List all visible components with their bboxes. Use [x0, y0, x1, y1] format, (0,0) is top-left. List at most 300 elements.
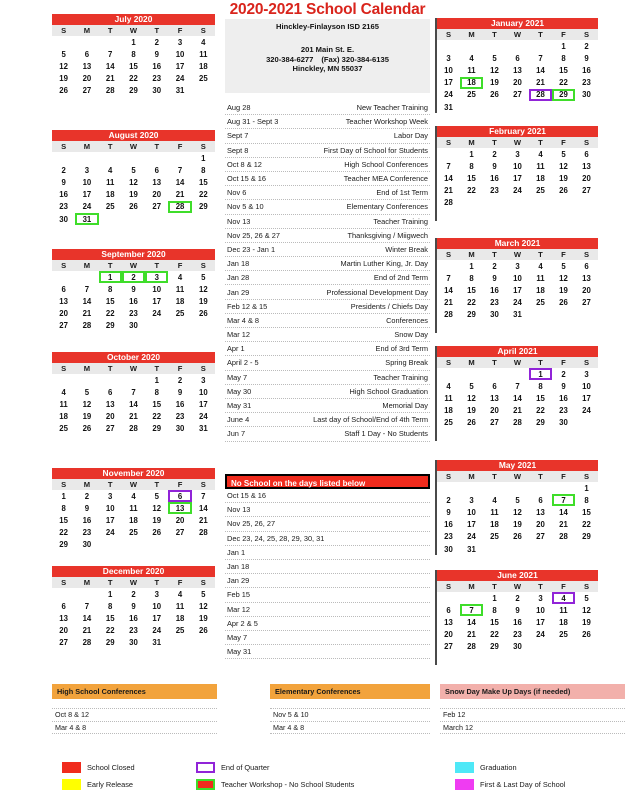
day-cell[interactable]: 13: [99, 398, 122, 410]
day-cell[interactable]: 30: [52, 213, 75, 225]
day-cell[interactable]: 16: [75, 514, 98, 526]
day-cell[interactable]: 12: [575, 604, 598, 616]
day-cell[interactable]: 15: [529, 392, 552, 404]
day-cell[interactable]: 13: [75, 60, 98, 72]
day-cell[interactable]: 21: [75, 625, 98, 637]
day-cell[interactable]: 2: [437, 494, 460, 506]
day-cell[interactable]: 21: [75, 308, 98, 320]
day-cell[interactable]: 16: [552, 392, 575, 404]
day-cell-quarter[interactable]: 28: [529, 89, 552, 101]
day-cell-closed[interactable]: 1: [552, 40, 575, 52]
day-cell[interactable]: 17: [437, 77, 460, 89]
day-cell[interactable]: 30: [168, 423, 191, 435]
day-cell[interactable]: 18: [529, 284, 552, 296]
day-cell[interactable]: 7: [529, 52, 552, 64]
day-cell-early[interactable]: 31: [506, 309, 529, 321]
day-cell[interactable]: 23: [437, 531, 460, 543]
day-cell[interactable]: 27: [529, 531, 552, 543]
day-cell[interactable]: 31: [168, 85, 191, 97]
day-cell-early[interactable]: 24: [506, 297, 529, 309]
day-cell[interactable]: 10: [145, 283, 168, 295]
day-cell-early[interactable]: 28: [506, 417, 529, 429]
day-cell[interactable]: 3: [145, 588, 168, 600]
day-cell-firstlast[interactable]: 8: [99, 283, 122, 295]
day-cell-workshop[interactable]: 13: [168, 502, 191, 514]
day-cell[interactable]: 8: [552, 52, 575, 64]
day-cell-closed[interactable]: 31: [145, 637, 168, 649]
day-cell[interactable]: 19: [460, 405, 483, 417]
day-cell[interactable]: 5: [52, 48, 75, 60]
day-cell[interactable]: 4: [460, 52, 483, 64]
day-cell[interactable]: 19: [575, 616, 598, 628]
day-cell[interactable]: 27: [575, 297, 598, 309]
day-cell[interactable]: 28: [192, 527, 215, 539]
day-cell[interactable]: 20: [575, 284, 598, 296]
day-cell[interactable]: 14: [460, 616, 483, 628]
day-cell-early[interactable]: 3: [506, 260, 529, 272]
day-cell[interactable]: 9: [552, 380, 575, 392]
day-cell[interactable]: 22: [460, 185, 483, 197]
day-cell[interactable]: 6: [52, 283, 75, 295]
day-cell[interactable]: 8: [529, 380, 552, 392]
day-cell[interactable]: 21: [460, 629, 483, 641]
day-cell[interactable]: 12: [75, 398, 98, 410]
day-cell[interactable]: 26: [552, 297, 575, 309]
day-cell[interactable]: 1: [483, 592, 506, 604]
day-cell[interactable]: 17: [192, 398, 215, 410]
day-cell[interactable]: 8: [483, 604, 506, 616]
day-cell[interactable]: 24: [437, 89, 460, 101]
day-cell[interactable]: 20: [168, 514, 191, 526]
day-cell[interactable]: 13: [437, 616, 460, 628]
day-cell[interactable]: 26: [122, 201, 145, 213]
day-cell[interactable]: 25: [99, 201, 122, 213]
day-cell[interactable]: 22: [52, 527, 75, 539]
day-cell-firstlast-q[interactable]: 4: [552, 592, 575, 604]
day-cell[interactable]: 21: [192, 514, 215, 526]
day-cell-early[interactable]: 4: [122, 490, 145, 502]
day-cell[interactable]: 1: [122, 36, 145, 48]
day-cell-early[interactable]: 17: [506, 172, 529, 184]
day-cell[interactable]: 27: [52, 637, 75, 649]
day-cell-early[interactable]: 2: [122, 588, 145, 600]
day-cell[interactable]: 29: [529, 417, 552, 429]
day-cell[interactable]: 5: [483, 52, 506, 64]
day-cell[interactable]: 19: [192, 612, 215, 624]
day-cell[interactable]: 18: [52, 411, 75, 423]
day-cell[interactable]: 9: [52, 176, 75, 188]
day-cell[interactable]: 26: [552, 185, 575, 197]
day-cell[interactable]: 19: [552, 172, 575, 184]
day-cell[interactable]: 2: [483, 260, 506, 272]
day-cell-early[interactable]: 9: [122, 283, 145, 295]
day-cell[interactable]: 20: [52, 625, 75, 637]
day-cell[interactable]: 12: [122, 176, 145, 188]
day-cell-early[interactable]: 21: [506, 405, 529, 417]
day-cell[interactable]: 19: [122, 189, 145, 201]
day-cell[interactable]: 4: [529, 148, 552, 160]
day-cell[interactable]: 1: [192, 152, 215, 164]
day-cell[interactable]: 18: [99, 189, 122, 201]
day-cell[interactable]: 8: [99, 600, 122, 612]
day-cell[interactable]: 7: [192, 490, 215, 502]
day-cell[interactable]: 11: [437, 392, 460, 404]
day-cell[interactable]: 30: [506, 641, 529, 653]
day-cell[interactable]: 3: [168, 36, 191, 48]
day-cell-early[interactable]: 9: [122, 600, 145, 612]
day-cell-closed[interactable]: 12: [552, 272, 575, 284]
day-cell[interactable]: 18: [437, 405, 460, 417]
day-cell-closed[interactable]: 12: [552, 160, 575, 172]
day-cell[interactable]: 16: [483, 172, 506, 184]
day-cell-workshop[interactable]: 2: [122, 271, 145, 283]
day-cell[interactable]: 23: [145, 73, 168, 85]
day-cell[interactable]: 19: [75, 411, 98, 423]
day-cell-closed[interactable]: 7: [75, 283, 98, 295]
day-cell[interactable]: 27: [483, 417, 506, 429]
day-cell[interactable]: 17: [529, 616, 552, 628]
day-cell[interactable]: 22: [122, 73, 145, 85]
day-cell[interactable]: 13: [145, 176, 168, 188]
day-cell[interactable]: 6: [99, 386, 122, 398]
day-cell[interactable]: 24: [145, 308, 168, 320]
day-cell[interactable]: 11: [168, 600, 191, 612]
day-cell[interactable]: 7: [437, 272, 460, 284]
day-cell[interactable]: 15: [483, 616, 506, 628]
day-cell[interactable]: 9: [483, 272, 506, 284]
day-cell[interactable]: 7: [168, 164, 191, 176]
day-cell[interactable]: 30: [75, 539, 98, 551]
day-cell-early[interactable]: 10: [506, 272, 529, 284]
day-cell-early[interactable]: 12: [506, 506, 529, 518]
day-cell[interactable]: 9: [506, 604, 529, 616]
day-cell[interactable]: 3: [529, 592, 552, 604]
day-cell-early[interactable]: 2: [506, 592, 529, 604]
day-cell-early[interactable]: 7: [506, 380, 529, 392]
day-cell[interactable]: 16: [52, 189, 75, 201]
day-cell[interactable]: 22: [145, 411, 168, 423]
day-cell[interactable]: 26: [75, 423, 98, 435]
day-cell[interactable]: 12: [145, 502, 168, 514]
day-cell[interactable]: 10: [99, 502, 122, 514]
day-cell[interactable]: 12: [483, 64, 506, 76]
day-cell[interactable]: 14: [437, 172, 460, 184]
day-cell[interactable]: 8: [52, 502, 75, 514]
day-cell[interactable]: 9: [483, 160, 506, 172]
day-cell[interactable]: 23: [168, 411, 191, 423]
day-cell[interactable]: 3: [437, 52, 460, 64]
day-cell[interactable]: 14: [168, 176, 191, 188]
day-cell[interactable]: 11: [552, 604, 575, 616]
day-cell[interactable]: 5: [192, 588, 215, 600]
day-cell[interactable]: 4: [529, 260, 552, 272]
day-cell-early[interactable]: 18: [122, 514, 145, 526]
day-cell-closed[interactable]: 29: [99, 637, 122, 649]
day-cell-early[interactable]: 13: [506, 64, 529, 76]
day-cell[interactable]: 29: [483, 641, 506, 653]
day-cell-workshop[interactable]: 18: [460, 77, 483, 89]
day-cell[interactable]: 23: [483, 185, 506, 197]
day-cell[interactable]: 27: [145, 201, 168, 213]
day-cell[interactable]: 2: [168, 374, 191, 386]
day-cell[interactable]: 29: [145, 423, 168, 435]
day-cell[interactable]: 4: [52, 386, 75, 398]
day-cell[interactable]: 4: [437, 380, 460, 392]
day-cell[interactable]: 26: [575, 629, 598, 641]
day-cell[interactable]: 3: [460, 494, 483, 506]
day-cell[interactable]: 18: [483, 519, 506, 531]
day-cell[interactable]: 21: [437, 297, 460, 309]
day-cell[interactable]: 4: [99, 164, 122, 176]
day-cell-early[interactable]: 14: [122, 398, 145, 410]
day-cell[interactable]: 9: [437, 506, 460, 518]
day-cell-workshop[interactable]: 3: [145, 271, 168, 283]
day-cell[interactable]: 31: [192, 423, 215, 435]
day-cell[interactable]: 11: [529, 160, 552, 172]
day-cell[interactable]: 8: [192, 164, 215, 176]
day-cell[interactable]: 11: [52, 398, 75, 410]
day-cell[interactable]: 13: [483, 392, 506, 404]
day-cell[interactable]: 8: [460, 272, 483, 284]
day-cell[interactable]: 15: [460, 284, 483, 296]
day-cell[interactable]: 1: [99, 588, 122, 600]
day-cell[interactable]: 11: [192, 48, 215, 60]
day-cell[interactable]: 23: [483, 297, 506, 309]
day-cell[interactable]: 25: [483, 531, 506, 543]
day-cell[interactable]: 18: [552, 616, 575, 628]
day-cell[interactable]: 3: [75, 164, 98, 176]
day-cell[interactable]: 14: [437, 284, 460, 296]
day-cell[interactable]: 9: [168, 386, 191, 398]
day-cell[interactable]: 18: [168, 295, 191, 307]
day-cell[interactable]: 12: [52, 60, 75, 72]
day-cell-workshop[interactable]: 28: [168, 201, 191, 213]
day-cell[interactable]: 13: [575, 160, 598, 172]
day-cell[interactable]: 10: [145, 600, 168, 612]
day-cell[interactable]: 21: [168, 189, 191, 201]
day-cell[interactable]: 11: [168, 283, 191, 295]
day-cell-closed[interactable]: 25: [122, 527, 145, 539]
day-cell[interactable]: 29: [460, 309, 483, 321]
day-cell[interactable]: 28: [460, 641, 483, 653]
day-cell[interactable]: 25: [168, 308, 191, 320]
day-cell[interactable]: 10: [75, 176, 98, 188]
day-cell[interactable]: 28: [99, 85, 122, 97]
day-cell-closed[interactable]: 2: [552, 368, 575, 380]
day-cell[interactable]: 22: [192, 189, 215, 201]
day-cell[interactable]: 17: [168, 60, 191, 72]
day-cell[interactable]: 11: [483, 506, 506, 518]
day-cell[interactable]: 19: [552, 284, 575, 296]
day-cell[interactable]: 20: [575, 172, 598, 184]
day-cell[interactable]: 2: [52, 164, 75, 176]
day-cell[interactable]: 5: [145, 490, 168, 502]
day-cell-early[interactable]: 3: [506, 148, 529, 160]
day-cell[interactable]: 27: [99, 423, 122, 435]
day-cell[interactable]: 30: [145, 85, 168, 97]
day-cell[interactable]: 1: [575, 482, 598, 494]
day-cell[interactable]: 25: [460, 89, 483, 101]
day-cell[interactable]: 6: [52, 600, 75, 612]
day-cell[interactable]: 24: [168, 73, 191, 85]
day-cell[interactable]: 8: [122, 48, 145, 60]
day-cell-quarter[interactable]: 6: [168, 490, 191, 502]
day-cell-workshop[interactable]: 29: [552, 89, 575, 101]
day-cell[interactable]: 29: [575, 531, 598, 543]
day-cell[interactable]: 22: [529, 405, 552, 417]
day-cell[interactable]: 16: [483, 284, 506, 296]
day-cell[interactable]: 24: [99, 527, 122, 539]
day-cell[interactable]: 15: [99, 612, 122, 624]
day-cell-workshop[interactable]: 7: [552, 494, 575, 506]
day-cell[interactable]: 21: [437, 185, 460, 197]
day-cell[interactable]: 14: [192, 502, 215, 514]
day-cell[interactable]: 26: [483, 89, 506, 101]
day-cell[interactable]: 25: [529, 185, 552, 197]
day-cell[interactable]: 7: [75, 600, 98, 612]
day-cell[interactable]: 10: [437, 64, 460, 76]
day-cell[interactable]: 10: [575, 380, 598, 392]
day-cell[interactable]: 5: [192, 271, 215, 283]
day-cell[interactable]: 10: [460, 506, 483, 518]
day-cell[interactable]: 18: [192, 60, 215, 72]
day-cell[interactable]: 24: [460, 531, 483, 543]
day-cell[interactable]: 15: [122, 60, 145, 72]
day-cell[interactable]: 13: [575, 272, 598, 284]
day-cell[interactable]: 20: [529, 519, 552, 531]
day-cell[interactable]: 4: [192, 36, 215, 48]
day-cell[interactable]: 20: [52, 308, 75, 320]
day-cell[interactable]: 20: [437, 629, 460, 641]
day-cell[interactable]: 26: [192, 625, 215, 637]
day-cell[interactable]: 15: [552, 64, 575, 76]
day-cell[interactable]: 24: [575, 405, 598, 417]
day-cell[interactable]: 16: [575, 64, 598, 76]
day-cell-workshop[interactable]: 7: [460, 604, 483, 616]
day-cell[interactable]: 25: [192, 73, 215, 85]
day-cell[interactable]: 24: [529, 629, 552, 641]
day-cell-closed[interactable]: 28: [75, 637, 98, 649]
day-cell[interactable]: 6: [145, 164, 168, 176]
day-cell-closed[interactable]: 23: [122, 625, 145, 637]
day-cell[interactable]: 23: [506, 629, 529, 641]
day-cell-early[interactable]: 7: [122, 386, 145, 398]
day-cell[interactable]: 1: [460, 260, 483, 272]
day-cell[interactable]: 28: [437, 197, 460, 209]
day-cell[interactable]: 31: [437, 101, 460, 113]
day-cell-early[interactable]: 16: [122, 295, 145, 307]
day-cell-early[interactable]: 16: [122, 612, 145, 624]
day-cell[interactable]: 14: [75, 612, 98, 624]
day-cell[interactable]: 23: [552, 405, 575, 417]
day-cell[interactable]: 7: [99, 48, 122, 60]
day-cell[interactable]: 5: [575, 592, 598, 604]
day-cell-early[interactable]: 24: [506, 185, 529, 197]
day-cell[interactable]: 8: [460, 160, 483, 172]
day-cell[interactable]: 22: [483, 629, 506, 641]
day-cell[interactable]: 6: [437, 604, 460, 616]
day-cell[interactable]: 16: [145, 60, 168, 72]
day-cell[interactable]: 19: [192, 295, 215, 307]
day-cell[interactable]: 10: [192, 386, 215, 398]
day-cell[interactable]: 13: [52, 612, 75, 624]
day-cell[interactable]: 4: [483, 494, 506, 506]
day-cell[interactable]: 30: [575, 89, 598, 101]
day-cell[interactable]: 17: [460, 519, 483, 531]
day-cell[interactable]: 18: [168, 612, 191, 624]
day-cell[interactable]: 29: [52, 539, 75, 551]
day-cell[interactable]: 19: [145, 514, 168, 526]
day-cell-grad[interactable]: 30: [437, 543, 460, 555]
day-cell[interactable]: 17: [99, 514, 122, 526]
day-cell-early[interactable]: 27: [506, 89, 529, 101]
day-cell[interactable]: 27: [52, 320, 75, 332]
day-cell[interactable]: 23: [75, 527, 98, 539]
day-cell[interactable]: 9: [145, 48, 168, 60]
day-cell[interactable]: 17: [75, 189, 98, 201]
day-cell[interactable]: 6: [75, 48, 98, 60]
day-cell[interactable]: 15: [192, 176, 215, 188]
day-cell[interactable]: 18: [529, 172, 552, 184]
day-cell-early[interactable]: 14: [506, 392, 529, 404]
day-cell[interactable]: 15: [99, 295, 122, 307]
day-cell[interactable]: 12: [460, 392, 483, 404]
day-cell[interactable]: 22: [99, 308, 122, 320]
day-cell[interactable]: 7: [437, 160, 460, 172]
day-cell[interactable]: 20: [75, 73, 98, 85]
day-cell[interactable]: 19: [483, 77, 506, 89]
day-cell-closed[interactable]: 16: [168, 398, 191, 410]
day-cell-closed[interactable]: 15: [460, 172, 483, 184]
day-cell[interactable]: 20: [145, 189, 168, 201]
day-cell[interactable]: 1: [52, 490, 75, 502]
day-cell[interactable]: 21: [552, 519, 575, 531]
day-cell[interactable]: 29: [192, 201, 215, 213]
day-cell[interactable]: 27: [437, 641, 460, 653]
day-cell[interactable]: 6: [575, 260, 598, 272]
day-cell-quarter[interactable]: 1: [529, 368, 552, 380]
day-cell-early[interactable]: 17: [506, 284, 529, 296]
day-cell[interactable]: 24: [192, 411, 215, 423]
day-cell[interactable]: 6: [529, 494, 552, 506]
day-cell[interactable]: 2: [145, 36, 168, 48]
day-cell[interactable]: 22: [552, 77, 575, 89]
day-cell[interactable]: 12: [192, 283, 215, 295]
day-cell[interactable]: 5: [75, 386, 98, 398]
day-cell[interactable]: 30: [552, 417, 575, 429]
day-cell[interactable]: 17: [145, 612, 168, 624]
day-cell[interactable]: 19: [52, 73, 75, 85]
day-cell[interactable]: 5: [122, 164, 145, 176]
day-cell[interactable]: 26: [52, 85, 75, 97]
day-cell[interactable]: 2: [75, 490, 98, 502]
day-cell-early[interactable]: 21: [122, 411, 145, 423]
day-cell-closed[interactable]: 5: [460, 380, 483, 392]
day-cell[interactable]: 21: [99, 73, 122, 85]
day-cell[interactable]: 3: [575, 368, 598, 380]
day-cell[interactable]: 29: [122, 85, 145, 97]
day-cell[interactable]: 5: [552, 260, 575, 272]
day-cell-closed[interactable]: 27: [168, 527, 191, 539]
day-cell-workshop[interactable]: 1: [99, 271, 122, 283]
day-cell[interactable]: 10: [529, 604, 552, 616]
day-cell[interactable]: 11: [99, 176, 122, 188]
day-cell[interactable]: 14: [552, 506, 575, 518]
day-cell[interactable]: 26: [192, 308, 215, 320]
day-cell-early[interactable]: 6: [506, 52, 529, 64]
day-cell-closed[interactable]: 15: [145, 398, 168, 410]
day-cell-closed[interactable]: 30: [122, 637, 145, 649]
